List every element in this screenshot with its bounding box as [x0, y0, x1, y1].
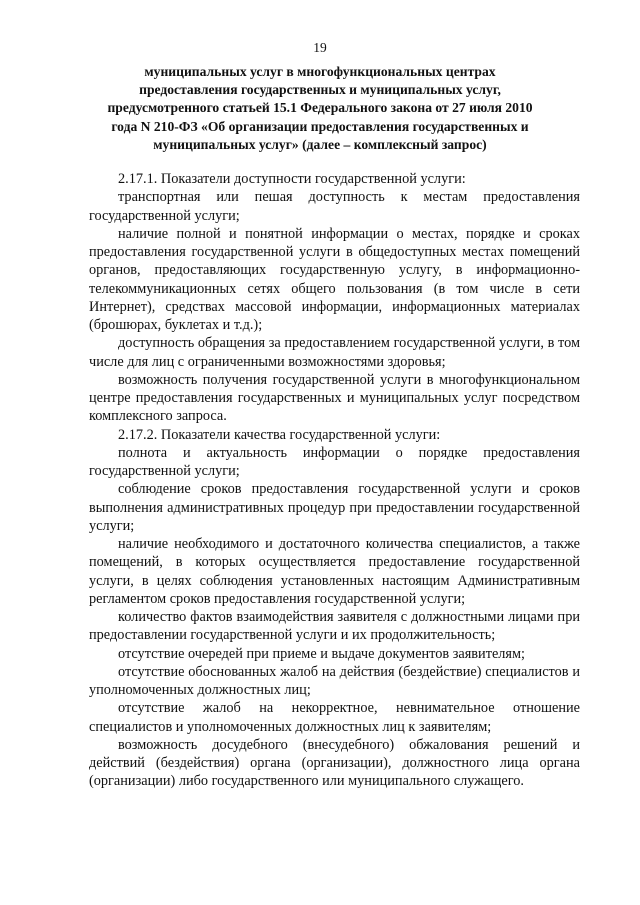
document-body [89, 170, 580, 791]
subsection-title-quality: 2.17.2. Показатели качества государственной услуги: [118, 426, 441, 443]
paragraph: транспортная или пешая доступность к местам предоставления государственной услуги; [89, 189, 580, 224]
paragraph: отсутствие жалоб на некорректное, невнимательное отношение специалистов и уполномоченных должностных лиц к заявителям; [89, 700, 580, 735]
paragraph: наличие необходимого и достаточного количества специалистов, а также помещений, в которых осуществляется предоставление государственной услуги, в целях соблюдения установленных настоящим Административным регламентом сроков предоставления государственной услуги; [89, 536, 580, 607]
heading-line: муниципальных услуг в многофункциональных центрах [144, 64, 496, 79]
section-heading [84, 63, 556, 154]
paragraph: наличие полной и понятной информации о местах, порядке и сроках предоставления государственной услуги в общедоступных местах помещений органов, предоставляющих государственную услугу, в информационно-телекоммуникационных сетях общего пользования (в том числе в сети Интернет), средствах массовой информации, информационных материалах (брошюрах, буклетах и т.д.); [89, 225, 580, 333]
heading-line: предусмотренного статьей 15.1 Федерального закона от 27 июля 2010 [107, 100, 533, 116]
paragraph: соблюдение сроков предоставления государственной услуги и сроков выполнения административных процедур при предоставлении государственной услуги; [89, 481, 580, 534]
paragraph: возможность получения государственной услуги в многофункциональном центре предоставления государственных и муниципальных услуг посредством комплексного запроса. [89, 371, 580, 425]
paragraph: доступность обращения за предоставлением государственной услуги, в том числе для лиц с ограниченными возможностями здоровья; [89, 335, 580, 370]
paragraph: полнота и актуальность информации о порядке предоставления государственной услуги; [89, 444, 580, 479]
page-number: 19 [313, 40, 327, 55]
subsection-title-accessibility: 2.17.1. Показатели доступности государственной услуги: [118, 171, 466, 187]
paragraph: отсутствие очередей при приеме и выдаче документов заявителям; [118, 645, 526, 662]
heading-line: года N 210-ФЗ «Об организации предоставления государственных и [111, 118, 529, 134]
paragraph: возможность досудебного (внесудебного) обжалования решений и действий (бездействия) органа (организации), должностного лица органа (организации) либо государственного или муниципального служащего. [89, 736, 580, 790]
paragraph: отсутствие обоснованных жалоб на действия (бездействие) специалистов и уполномоченных должностных лиц; [89, 663, 580, 698]
heading-line: муниципальных услуг» (далее – комплексный запрос) [153, 136, 487, 152]
heading-line: предоставления государственных и муниципальных услуг, [139, 82, 501, 98]
paragraph: количество фактов взаимодействия заявителя с должностными лицами при предоставлении государственной услуги и их продолжительность; [89, 609, 580, 644]
